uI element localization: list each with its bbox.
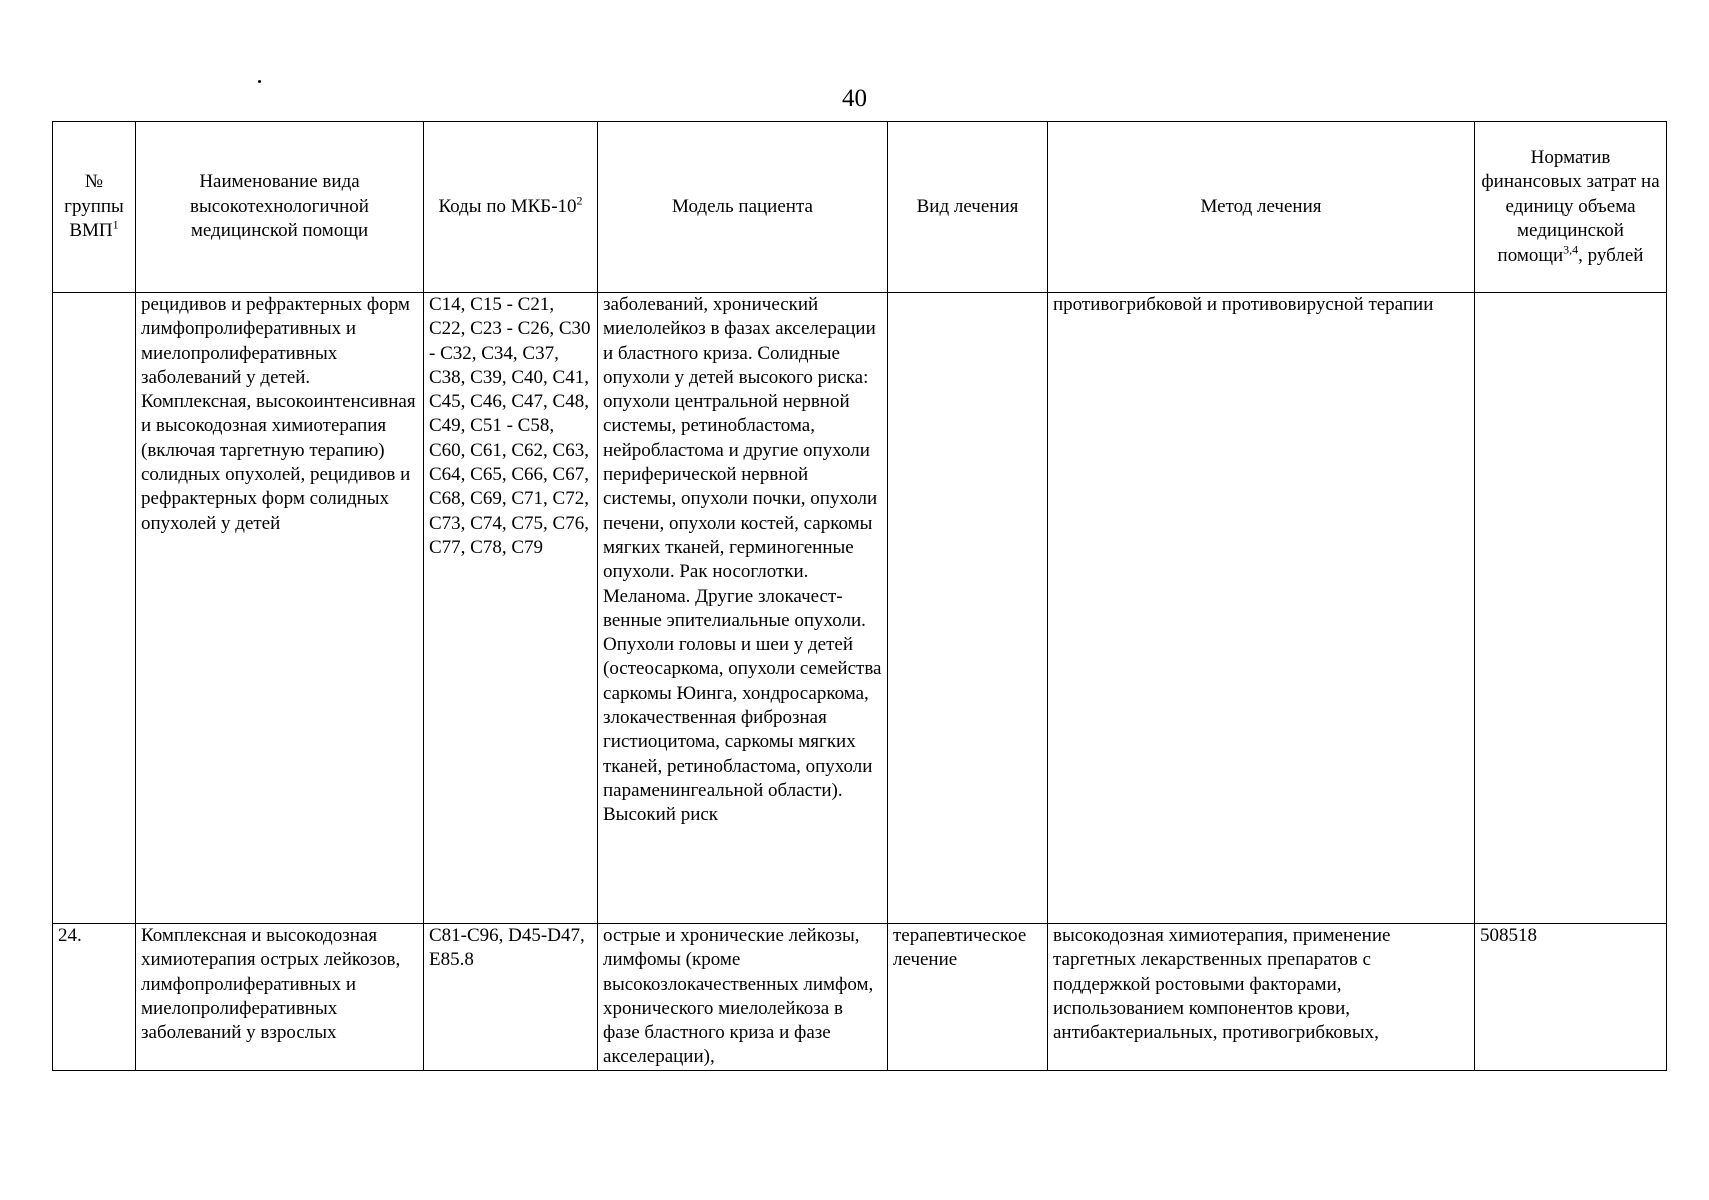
header-group-no-text: № группы ВМП <box>64 171 124 242</box>
cell-icd-codes: C81-C96, D45-D47, E85.8 <box>424 924 598 1071</box>
header-treatment-method: Метод лечения <box>1048 122 1475 293</box>
table-header-row <box>53 122 1667 293</box>
cell-patient-model: заболеваний, хронический миелолейкоз в фазах акселерации и бластного криза. Солидные опухоли у детей высокого риска: опухоли центральной нервной системы, ретинобластома, нейробластома и другие опухоли периферической нервной системы, опухоли почки, опухоли печени, опухоли костей, саркомы мягких тканей, герминогенные опухоли. Рак носоглотки. Меланома. Другие злокачест-венные эпителиальные опухоли. Опухоли головы и шеи у детей (остеосаркома, опухоли семейства саркомы Юинга, хондросаркома, злокачественная фиброзная гистиоцитома, саркомы мягких тканей, ретинобластома, опухоли параменингеальной области). Высокий риск <box>598 293 888 924</box>
cell-cost-norm: 508518 <box>1475 924 1667 1071</box>
cell-treatment-type: терапевтическое лечение <box>888 924 1048 1071</box>
footnote-ref-1: 1 <box>112 217 119 232</box>
vmp-table <box>52 121 1667 1071</box>
header-icd-codes <box>424 122 598 293</box>
cell-service-name: Комплексная и высокодозная химиотерапия острых лейкозов, лимфопролиферативных и миелопролиферативных заболеваний у взрослых <box>136 924 424 1071</box>
cell-treatment-method: высокодозная химиотерапия, применение таргетных лекарственных препаратов с поддержкой ростовыми факторами, использованием компонентов крови, антибактериальных, противогрибковых, <box>1048 924 1475 1071</box>
table-row <box>53 924 1667 1071</box>
header-treatment-type: Вид лечения <box>888 122 1048 293</box>
header-service-name: Наименование вида высокотехнологичной медицинской помощи <box>136 122 424 293</box>
cell-group-no: 24. <box>53 924 136 1071</box>
header-cost-norm <box>1475 122 1667 293</box>
cell-patient-model: острые и хронические лейкозы, лимфомы (кроме высокозлокачественных лимфом, хронического миелолейкоза в фазе бластного криза и фазе акселерации), <box>598 924 888 1071</box>
header-cost-norm-unit: , рублей <box>1578 244 1644 266</box>
cell-cost-norm <box>1475 293 1667 924</box>
footnote-ref-2: 2 <box>576 193 583 208</box>
footnote-ref-3-4: 3,4 <box>1563 242 1579 257</box>
cell-service-name: рецидивов и рефрактерных форм лимфопролиферативных и миелопролиферативных заболеваний у детей. Комплексная, высокоинтенсивная и высокодозная химиотерапия (включая таргетную терапию) солидных опухолей, рецидивов и рефрактерных форм солидных опухолей у детей <box>136 293 424 924</box>
table-row <box>53 293 1667 924</box>
header-patient-model: Модель пациента <box>598 122 888 293</box>
header-group-no <box>53 122 136 293</box>
header-icd-codes-text: Коды по МКБ-10 <box>438 195 577 217</box>
page-number: 40 <box>842 85 867 112</box>
cell-treatment-type <box>888 293 1048 924</box>
scan-speck <box>258 80 261 83</box>
cell-icd-codes: C14, C15 - C21, C22, C23 - C26, C30 - C32, C34, C37, C38, C39, C40, C41, C45, C46, C47, C48, C49, C51 - C58, C60, C61, C62, C63, C64, C65, C66, C67, C68, C69, C71, C72, C73, C74, C75, C76, C77, C78, C79 <box>424 293 598 924</box>
cell-group-no <box>53 293 136 924</box>
header-cost-norm-text: Норматив финансовых затрат на единицу объема медицинской помощи <box>1481 146 1660 266</box>
cell-treatment-method: противогрибковой и противовирусной терапии <box>1048 293 1475 924</box>
